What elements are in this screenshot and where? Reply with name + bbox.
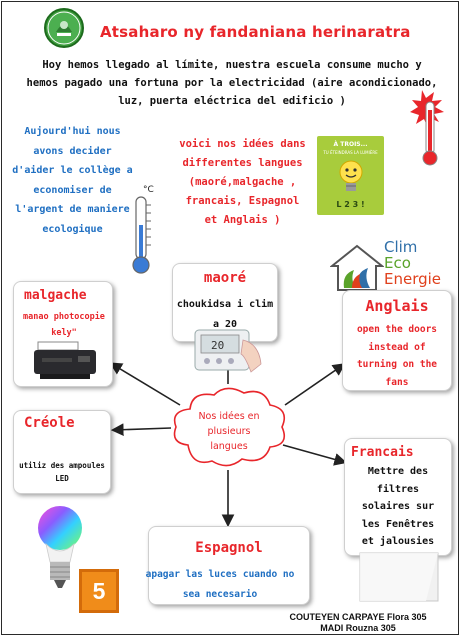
arrow-to-francais [283,445,344,462]
cloud-line: langues [210,441,248,452]
paragraph-line: Aujourd'hui nous [24,126,121,137]
card-anglais [342,290,452,391]
logo-word: Clim [384,238,418,256]
credit-line: MADI Rouzna 305 [320,623,396,633]
card-line: et jalousies [361,536,435,547]
cloud-line: Nos idées en [198,411,260,422]
card-title: Créole [24,415,75,431]
card-line: Mettre des [367,466,429,477]
card-malgache [13,281,113,387]
card-line: manao photocopie [23,312,105,322]
paragraph-line: (maoré,malgache , [188,176,297,188]
credits [262,612,454,634]
card-title: malgache [24,288,87,303]
card-line: filtres [376,483,420,495]
svg-text:20: 20 [211,339,225,352]
card-line: utiliz des ampoules [19,461,105,470]
logo-word: Energie [384,270,442,288]
paragraph-line: et Anglais ) [204,214,281,226]
center-cloud-text [186,409,272,454]
cloud-line: plusieurs [207,426,251,437]
card-text [16,309,112,341]
paragraph-line: economiser de [33,184,112,196]
card-line: turning on the [356,359,438,370]
card-text [14,459,110,485]
paragraph-line: d'aider le collège a [12,165,133,176]
card-line: kely" [51,328,77,338]
card-line: solaires sur [361,501,435,512]
solar-film-image [356,551,442,603]
espagnol-card-text [120,565,320,605]
paragraph-line: francais, Espagnol [185,195,300,207]
page-number-badge: 5 [79,569,119,613]
led-bulb-image [36,502,84,596]
printer-image [32,340,98,382]
card-text [343,321,451,391]
poster-text: L 2 3 ! [336,200,365,209]
air-conditioner-remote-image [193,326,265,376]
card-line: a 20 [212,319,238,330]
thermometer-unit: °C [143,185,154,195]
card-title: Anglais [365,297,429,315]
card-line: les Fenêtres [361,518,435,530]
card-line: sea necesario [182,589,258,600]
poster-text: À TROIS... [333,141,368,148]
paragraph-line: ecologique [42,223,103,235]
card-title: maoré [203,270,247,286]
paragraph-line: differentes langues [182,157,303,169]
card-line: fans [385,376,409,388]
paragraph-line: l'argent de maniere [15,204,130,215]
arrow-to-anglais [285,365,343,405]
card-line: open the doors [356,324,438,335]
page-title: Atsaharo ny fandaniana herinaratra [100,23,411,41]
logo-word: Eco [384,254,411,272]
intro-line: hemos pagado una fortuna por la electricidad (aire acondicionado, [26,77,438,89]
card-title: Francais [351,445,414,460]
card-line: apagar las luces cuando no [145,569,295,580]
paragraph-line: voici nos idées dans [179,138,306,150]
card-title: Espagnol [195,540,263,556]
card-line: LED [55,474,69,483]
poster-text: TU ÉTEINDRAS LA LUMIÈRE [323,150,378,155]
intro-line: luz, puerta eléctrica del edificio ) [118,95,346,107]
card-line: choukidsa i clim [176,299,274,310]
credit-line: COUTEYEN CARPAYE Flora 305 [289,612,427,622]
arrow-to-creole [114,428,171,430]
card-creole [13,410,111,494]
card-line: instead of [368,341,426,353]
paragraph-line: avons decider [33,145,112,157]
card-francais [344,438,452,556]
card-text [345,463,451,551]
intro-line: Hoy hemos llegado al límite, nuestra escuela consume mucho y [42,59,422,71]
